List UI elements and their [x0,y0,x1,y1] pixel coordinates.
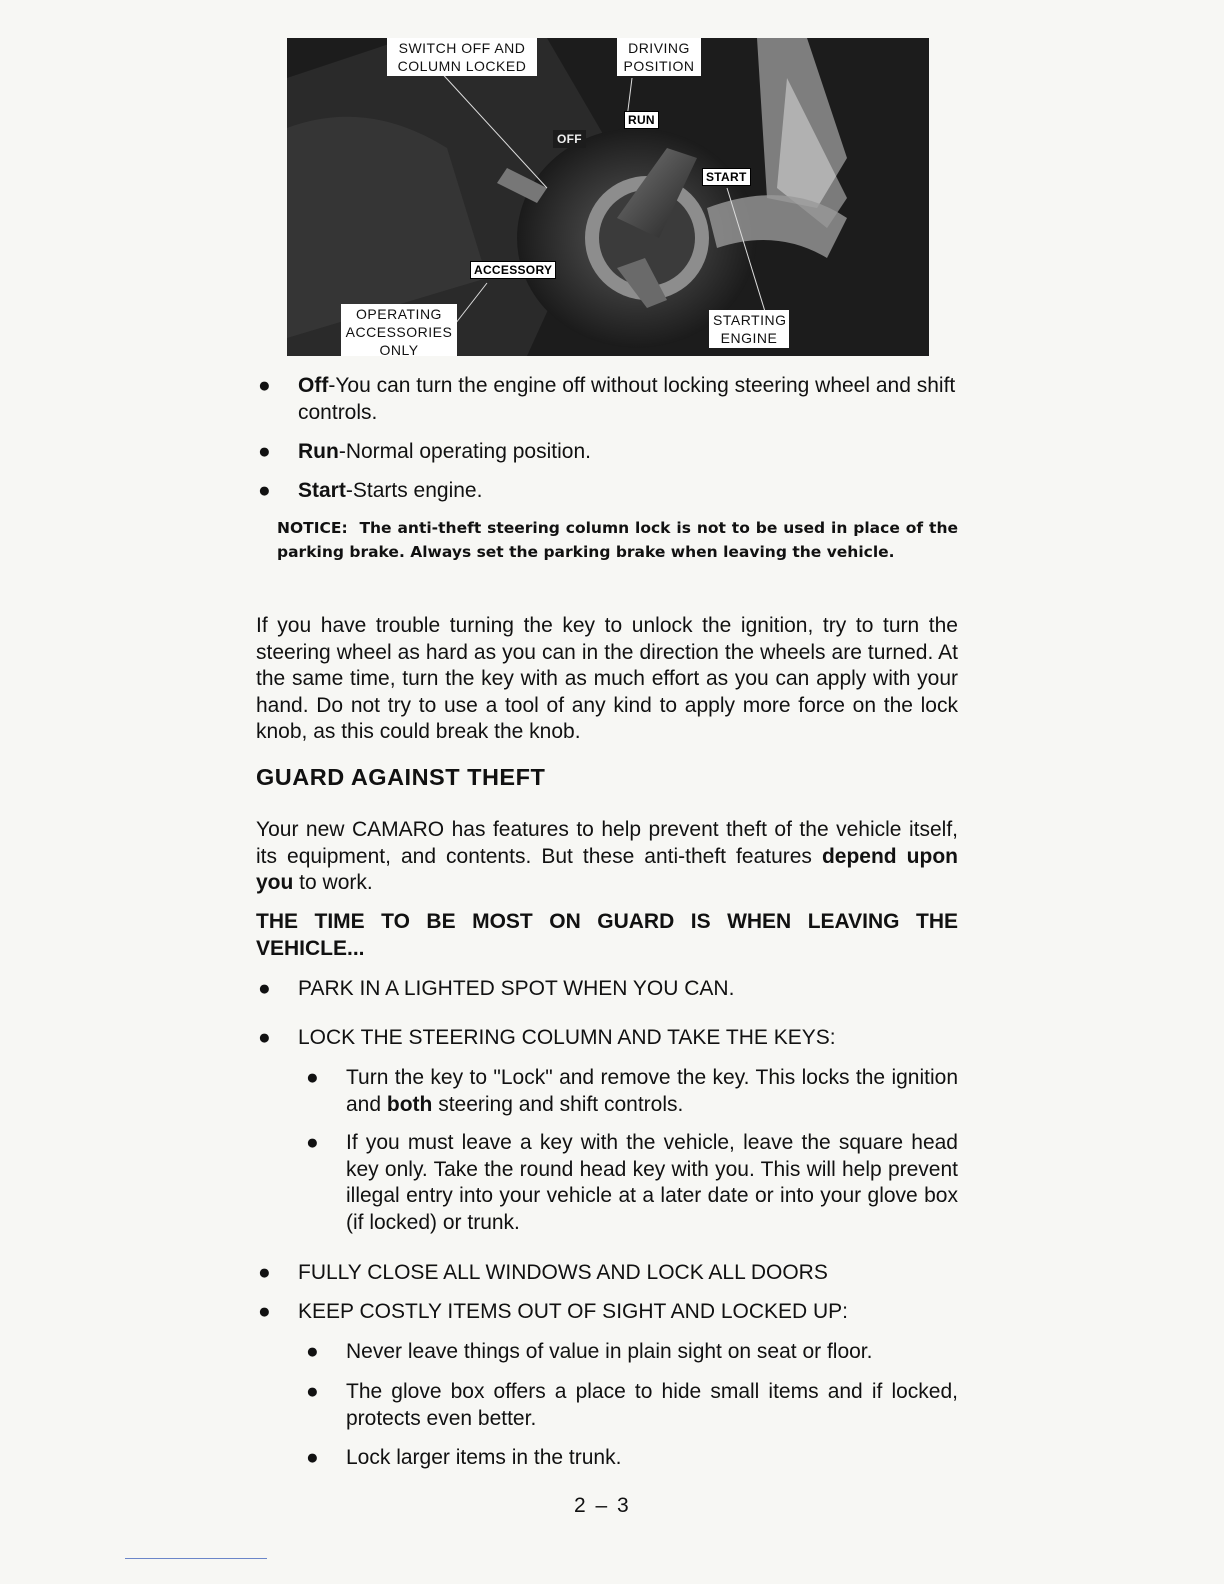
sub-item-never: Never leave things of value in plain sight on seat or floor. [346,1340,873,1363]
list-item-start: Start-Starts engine. [298,479,483,502]
sub-item-glove-box: The glove box offers a place to hide small items and if locked, protects even better. [346,1380,958,1430]
callout-operating-accessories: OPERATING ACCESSORIES ONLY [341,304,457,356]
page-number: 2 – 3 [574,1494,631,1517]
sub-item-turn-key: Turn the key to "Lock" and remove the key. This locks the ignition and both steering and shift controls. [346,1066,958,1116]
bullet-dot: ● [258,479,271,502]
guard-heading: THE TIME TO BE MOST ON GUARD IS WHEN LEAVING THE VEHICLE... [256,910,958,960]
sub-bullet-dot: ● [306,1131,319,1154]
list-item-lock: LOCK THE STEERING COLUMN AND TAKE THE KEYS: [298,1026,836,1049]
sub-bullet-dot: ● [306,1340,319,1363]
tag-start: START [702,168,751,186]
bullet-dot: ● [258,1026,271,1049]
notice-block: NOTICE: The anti-theft steering column lock is not to be used in place of the parking brake. Always set the parking brake when leaving the vehicle. [277,519,958,561]
callout-starting-engine: STARTING ENGINE [709,310,789,348]
sub-bullet-dot: ● [306,1446,319,1469]
sub-item-square-key: If you must leave a key with the vehicle, leave the square head key only. Take the round head key with you. This will help prevent illegal entry into your vehicle at a later date or into your glove box (if locked) or trunk. [346,1131,958,1234]
list-item-run: Run-Normal operating position. [298,440,591,463]
callout-switch-off: SWITCH OFF AND COLUMN LOCKED [387,38,537,76]
list-item-off: Off-You can turn the engine off without locking steering wheel and shift controls. [298,374,956,424]
sub-bullet-dot: ● [306,1380,319,1403]
list-item-windows: FULLY CLOSE ALL WINDOWS AND LOCK ALL DOORS [298,1261,828,1284]
list-item-park: PARK IN A LIGHTED SPOT WHEN YOU CAN. [298,977,735,1000]
sub-item-trunk: Lock larger items in the trunk. [346,1446,622,1469]
bullet-dot: ● [258,440,271,463]
ignition-photo [287,38,929,356]
tag-run: RUN [624,111,659,129]
callout-driving-position: DRIVING POSITION [617,38,701,76]
section-heading-theft: GUARD AGAINST THEFT [256,764,546,790]
bullet-dot: ● [258,977,271,1000]
theft-intro: Your new CAMARO has features to help prevent theft of the vehicle itself, its equipment, and contents. But these anti-theft features depend upon you to work. [256,818,958,894]
bullet-dot: ● [258,374,271,397]
footer-rule [125,1558,267,1559]
bullet-dot: ● [258,1300,271,1323]
sub-bullet-dot: ● [306,1066,319,1089]
ignition-paragraph: If you have trouble turning the key to unlock the ignition, try to turn the steering wheel as hard as you can in the direction the wheels are turned. At the same time, turn the key with as much effort as you can apply with your hand. Do not try to use a tool of any kind to apply more force on the lock knob, as this could break the knob. [256,614,958,743]
list-item-costly: KEEP COSTLY ITEMS OUT OF SIGHT AND LOCKED UP: [298,1300,849,1323]
tag-off: OFF [553,130,586,148]
tag-accessory: ACCESSORY [470,261,556,279]
bullet-dot: ● [258,1261,271,1284]
